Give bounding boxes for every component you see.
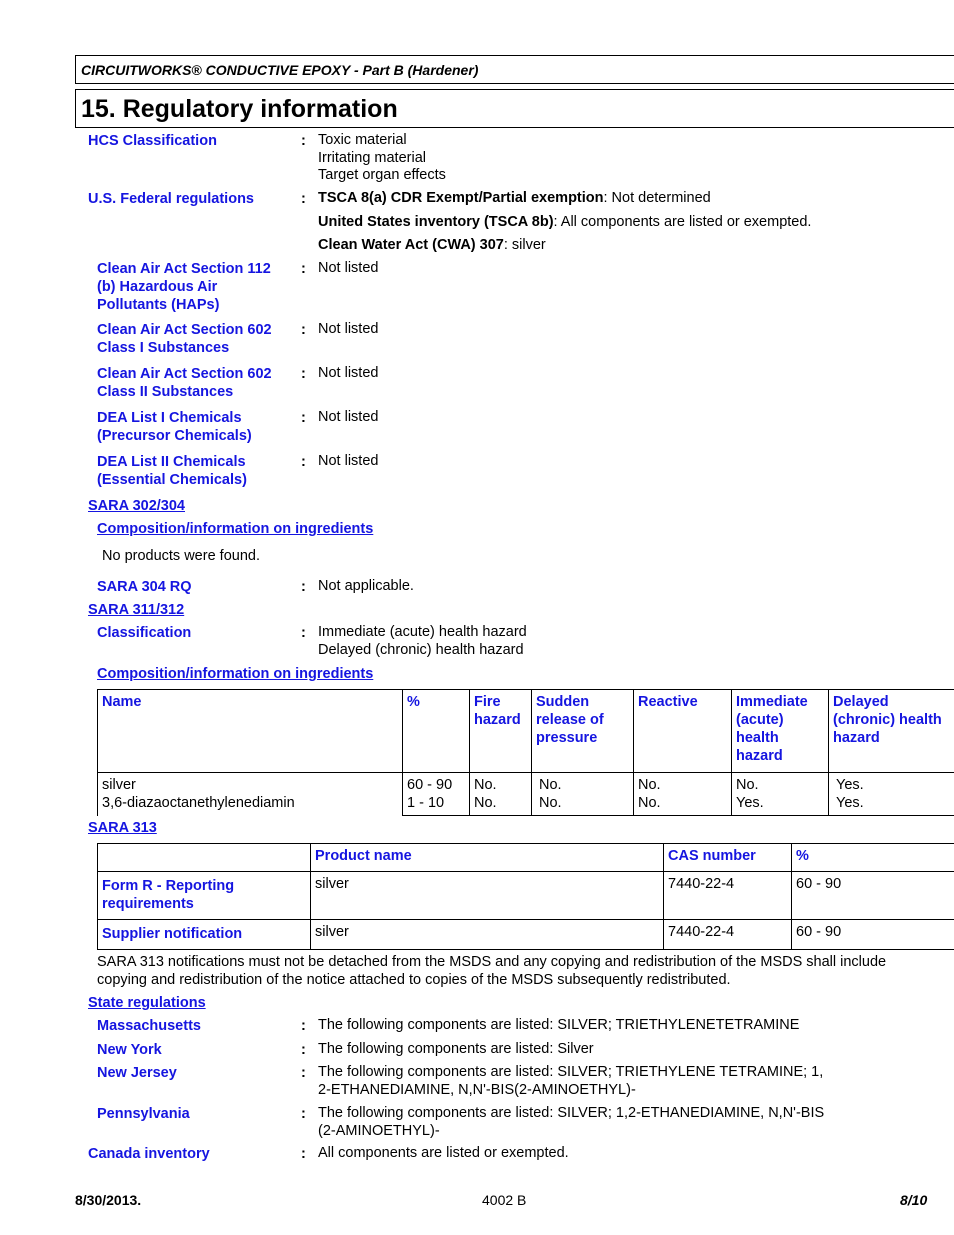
new-york-label: New York: [97, 1042, 162, 1058]
tsca8a-label: TSCA 8(a) CDR Exempt/Partial exemption: [318, 190, 604, 206]
dea1-label: [97, 409, 252, 445]
pennsylvania-value: [318, 1105, 824, 1140]
col-header-reactive: Reactive: [634, 690, 732, 773]
colon: :: [301, 625, 306, 641]
table-header-row: [98, 690, 954, 773]
section-title-box: [75, 89, 954, 128]
federal-label: U.S. Federal regulations: [88, 191, 254, 207]
cell-line: 1 - 10: [407, 795, 445, 811]
cell-fire: [470, 773, 532, 816]
footer-page: 8/10: [900, 1192, 928, 1208]
cell-line: No.: [539, 777, 562, 793]
caa112-label: [97, 260, 271, 314]
cwa-label: Clean Water Act (CWA) 307: [318, 237, 504, 253]
hcs-value: Toxic material: [318, 132, 407, 148]
label-line: DEA List II Chemicals: [97, 454, 246, 470]
value-line: 2-ETHANEDIAMINE, N,N'-BIS(2-AMINOETHYL)-: [318, 1081, 636, 1098]
sara304-rq-value: Not applicable.: [318, 578, 414, 594]
table-header-row: [98, 844, 954, 872]
colon: :: [301, 261, 306, 277]
label-line: (Essential Chemicals): [97, 472, 247, 488]
label-line: (b) Hazardous Air: [97, 279, 218, 295]
cell-line: No.: [474, 795, 497, 811]
sara304-rq-label: SARA 304 RQ: [97, 579, 192, 595]
sara311-classification-values: [318, 624, 527, 659]
col-header-fire: Fire hazard: [470, 690, 532, 773]
cell-line: Yes.: [836, 777, 864, 793]
cell-line: No.: [638, 777, 661, 793]
col-header-sudden: Sudden release of pressure: [532, 690, 634, 773]
cell-product: silver: [311, 920, 664, 950]
tsca8b-line: [318, 214, 811, 232]
cell-percent: 60 - 90: [792, 872, 954, 920]
colon: :: [301, 454, 306, 470]
tsca8b-value: : All components are listed or exempted.: [553, 214, 812, 230]
table-row: [98, 872, 954, 920]
cell-line: Yes.: [836, 795, 864, 811]
hcs-label: HCS Classification: [88, 133, 217, 149]
sara311-heading-link[interactable]: SARA 311/312: [88, 602, 185, 618]
section-title: 15. Regulatory information: [81, 95, 398, 123]
empty-header-cell: [98, 844, 311, 872]
label-line: (Precursor Chemicals): [97, 428, 252, 444]
no-products-text: No products were found.: [102, 548, 260, 564]
footer-code: 4002 B: [482, 1192, 527, 1208]
hcs-value: Target organ effects: [318, 167, 446, 183]
dea2-value: Not listed: [318, 453, 379, 469]
colon: :: [301, 579, 306, 595]
new-jersey-value: [318, 1064, 823, 1099]
canada-inventory-value: All components are listed or exempted.: [318, 1145, 569, 1161]
hcs-values: [318, 132, 446, 185]
form-r-label: Form R - Reporting requirements: [98, 872, 311, 920]
caa602-class1-label: [97, 321, 272, 357]
dea2-label: [97, 453, 247, 489]
sara302-composition-link[interactable]: Composition/information on ingredients: [97, 521, 374, 537]
value-line: The following components are listed: SILVER; TRIETHYLENE TETRAMINE; 1,: [318, 1064, 824, 1080]
caa602-class2-value: Not listed: [318, 365, 379, 381]
cell-line: silver: [102, 777, 136, 793]
label-line: DEA List I Chemicals: [97, 410, 242, 426]
massachusetts-label: Massachusetts: [97, 1018, 201, 1034]
cell-line: No.: [474, 777, 497, 793]
sara311-classification-label: Classification: [97, 625, 192, 641]
classification-value: Delayed (chronic) health hazard: [318, 641, 524, 658]
cwa-line: [318, 237, 546, 255]
cell-immediate: [732, 773, 829, 816]
cell-percent: 60 - 90: [792, 920, 954, 950]
classification-value: Immediate (acute) health hazard: [318, 624, 527, 640]
colon: :: [301, 366, 306, 382]
col-header-percent: %: [792, 844, 954, 872]
sara302-heading-link[interactable]: SARA 302/304: [88, 498, 185, 514]
massachusetts-value: The following components are listed: SILVER; TRIETHYLENETETRAMINE: [318, 1017, 800, 1033]
tsca8a-value: : Not determined: [603, 190, 711, 206]
label-line: Class I Substances: [97, 340, 230, 356]
sara313-note: SARA 313 notifications must not be detached from the MSDS and any copying and redistribution of the MSDS shall include copying and redistribution of the notice attached to copies of the MSDS subsequently redistributed.: [97, 954, 887, 988]
label-line: Pollutants (HAPs): [97, 297, 220, 313]
state-regulations-link[interactable]: State regulations: [88, 995, 206, 1011]
sara311-composition-link[interactable]: Composition/information on ingredients: [97, 666, 374, 682]
cell-line: No.: [539, 795, 562, 811]
col-header-immediate: Immediate (acute) health hazard: [732, 690, 829, 773]
cwa-value: : silver: [503, 237, 546, 253]
tsca8a-line: [318, 190, 711, 208]
cell-name: [98, 773, 403, 816]
col-header-name: Name: [98, 690, 403, 773]
dea1-value: Not listed: [318, 409, 379, 425]
table-row: [98, 773, 954, 816]
colon: :: [301, 1042, 306, 1058]
value-line: The following components are listed: SILVER; 1,2-ETHANEDIAMINE, N,N'-BIS: [318, 1105, 825, 1121]
product-title: CIRCUITWORKS® CONDUCTIVE EPOXY - Part B (Hardener): [81, 62, 479, 78]
new-jersey-label: New Jersey: [97, 1065, 177, 1081]
colon: :: [301, 133, 306, 149]
document-header: [75, 55, 954, 84]
cell-reactive: [634, 773, 732, 816]
label-line: Class II Substances: [97, 384, 234, 400]
col-header-product: Product name: [311, 844, 664, 872]
cell-delayed: [829, 773, 954, 816]
col-header-cas: CAS number: [664, 844, 792, 872]
colon: :: [301, 322, 306, 338]
hcs-value: Irritating material: [318, 149, 426, 166]
colon: :: [301, 410, 306, 426]
colon: :: [301, 191, 306, 207]
pennsylvania-label: Pennsylvania: [97, 1106, 190, 1122]
colon: :: [301, 1146, 306, 1162]
supplier-notification-label: Supplier notification: [98, 920, 311, 950]
table-row: [98, 920, 954, 950]
cell-line: 60 - 90: [407, 777, 453, 793]
cell-line: 3,6-diazaoctanethylenediamin: [102, 795, 295, 811]
cell-line: No.: [736, 777, 759, 793]
label-line: Clean Air Act Section 112: [97, 261, 271, 277]
cell-sudden: [532, 773, 634, 816]
cell-cas: 7440-22-4: [664, 920, 792, 950]
cell-line: Yes.: [736, 795, 764, 811]
cell-line: No.: [638, 795, 661, 811]
colon: :: [301, 1065, 306, 1081]
tsca8b-label: United States inventory (TSCA 8b): [318, 214, 554, 230]
new-york-value: The following components are listed: Silver: [318, 1041, 594, 1057]
caa602-class2-label: [97, 365, 272, 401]
cell-percent: [403, 773, 470, 816]
label-line: Clean Air Act Section 602: [97, 322, 272, 338]
colon: :: [301, 1106, 306, 1122]
cell-cas: 7440-22-4: [664, 872, 792, 920]
sara311-table: [97, 689, 954, 816]
col-header-percent: %: [403, 690, 470, 773]
colon: :: [301, 1018, 306, 1034]
footer-date: 8/30/2013.: [75, 1192, 142, 1208]
caa112-value: Not listed: [318, 260, 379, 276]
col-header-delayed: Delayed (chronic) health hazard: [829, 690, 954, 773]
canada-inventory-label: Canada inventory: [88, 1146, 210, 1162]
sara313-heading-link[interactable]: SARA 313: [88, 820, 157, 836]
cell-product: silver: [311, 872, 664, 920]
label-line: Clean Air Act Section 602: [97, 366, 272, 382]
value-line: (2-AMINOETHYL)-: [318, 1122, 440, 1139]
sara313-table: [97, 843, 954, 950]
caa602-class1-value: Not listed: [318, 321, 379, 337]
